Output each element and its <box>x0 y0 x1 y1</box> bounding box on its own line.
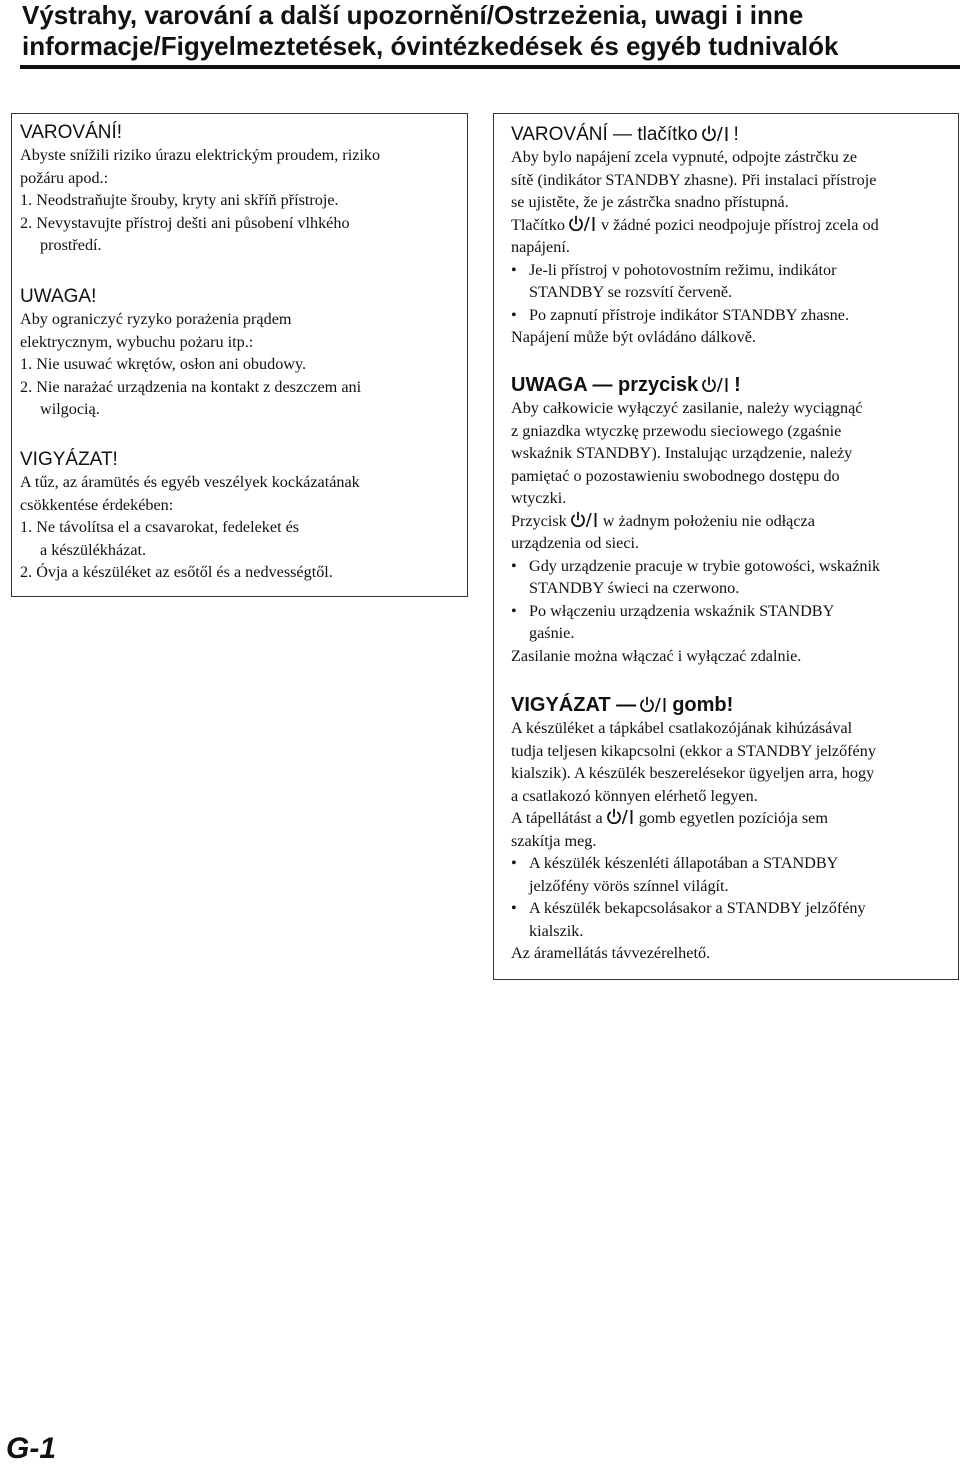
warning-czech <box>20 121 380 257</box>
power-warning-czech-bullet-2-text: Po zapnutí přístroje indikátor STANDBY zhasne. <box>529 305 850 324</box>
warning-polish-intro-line-1: Aby ograniczyć ryzyko porażenia prądem <box>20 310 292 328</box>
power-warning-polish-heading <box>511 374 880 397</box>
power-warning-hungarian-line-5-start: A tápellátást a <box>511 809 603 827</box>
power-warning-czech-line-4-end: v žádné pozici neodpojuje přístroj zcela od <box>600 215 879 234</box>
warning-hungarian-item-1-cont: a készülékházat. <box>40 540 147 559</box>
warning-hungarian-item-2: 2. Óvja a készüléket az esőtől és a nedvességtől. <box>20 563 333 581</box>
power-warning-czech-line-5: napájení. <box>511 238 570 256</box>
power-standby-icon <box>701 125 731 143</box>
power-warning-hungarian-line-5 <box>511 807 876 830</box>
power-warning-hungarian-line-6: szakítja meg. <box>511 831 597 850</box>
power-standby-icon <box>606 808 636 826</box>
warning-polish-item-1: 1. Nie usuwać wkrętów, osłon ani obudowy. <box>20 355 307 373</box>
power-warning-czech-bullet-1-text: Je-li přístroj v pohotovostním režimu, indikátor <box>529 260 837 279</box>
power-warning-hungarian-line-7: Az áramellátás távvezérelhető. <box>511 944 711 962</box>
power-warning-polish-heading-text: UWAGA — przycisk <box>511 374 699 396</box>
power-warning-polish-line-6-end: w żadnym położeniu nie odłącza <box>602 511 815 530</box>
power-warning-hungarian-line-5-end: gomb egyetlen pozíciója sem <box>638 809 828 827</box>
bullet-dot: • <box>511 305 517 324</box>
warning-polish <box>20 285 361 421</box>
power-warning-polish-line-8: Zasilanie można włączać i wyłączać zdalnie. <box>511 646 802 665</box>
power-warning-hungarian-bullet-1-text: A készülék készenléti állapotában a STANDBY <box>529 854 839 872</box>
warning-czech-item-2: 2. Nevystavujte přístroj dešti ani působení vlhkého <box>20 213 350 232</box>
power-standby-icon <box>568 215 598 233</box>
power-warning-hungarian-line-2: tudja teljesen kikapcsolni (ekkor a STANDBY jelzőfény <box>511 741 876 760</box>
power-warning-hungarian-line-4: a csatlakozó könnyen elérhető legyen. <box>511 786 758 805</box>
power-warning-czech-heading-text: VAROVÁNÍ — tlačítko <box>511 124 698 145</box>
power-warning-czech-bullet-2 <box>511 304 879 327</box>
power-warning-polish-heading-end: ! <box>734 374 741 396</box>
power-warning-czech-heading-end: ! <box>733 124 739 145</box>
warning-hungarian-heading: VIGYÁZAT! <box>20 449 118 470</box>
power-warning-czech-bullet-1 <box>511 259 879 282</box>
bullet-dot: • <box>511 556 517 575</box>
warning-czech-item-2-cont: prostředí. <box>40 236 102 254</box>
power-warning-hungarian-heading-end: gomb! <box>672 694 734 716</box>
power-warning-hungarian-line-3: kialszik). A készülék beszerelésekor ügyeljen arra, hogy <box>511 764 875 782</box>
warning-polish-item-2: 2. Nie narażać urządzenia na kontakt z deszczem ani <box>20 377 362 396</box>
warning-hungarian <box>20 448 360 584</box>
bullet-dot: • <box>511 260 517 279</box>
power-warning-hungarian-bullet-1-cont: jelzőfény vörös színnel világít. <box>529 876 729 895</box>
power-warning-hungarian <box>511 694 876 965</box>
power-warning-hungarian-heading <box>511 694 876 717</box>
page-title-line-2: informacje/Figyelmeztetések, óvintézkedések és egyéb tudnivalók <box>22 31 839 61</box>
bullet-dot: • <box>511 601 517 620</box>
power-warning-czech-line-1: Aby bylo napájení zcela vypnuté, odpojte zástrčku ze <box>511 148 858 166</box>
power-warning-polish-bullet-1 <box>511 555 880 578</box>
power-warning-polish-bullet-2-cont: gaśnie. <box>529 624 575 642</box>
page-title-line-1: Výstrahy, varování a další upozornění/Ostrzeżenia, uwagi i inne <box>22 0 804 30</box>
power-standby-icon <box>639 696 669 714</box>
warning-hungarian-item-1: 1. Ne távolítsa el a csavarokat, fedeleket és <box>20 518 300 536</box>
power-warning-hungarian-bullet-2 <box>511 897 876 920</box>
power-warning-polish-line-7: urządzenia od sieci. <box>511 534 640 552</box>
power-standby-icon <box>570 511 600 529</box>
power-warning-polish-line-5: wtyczki. <box>511 489 567 507</box>
power-warning-hungarian-heading-text: VIGYÁZAT — <box>511 694 637 716</box>
power-warning-polish-line-1: Aby całkowicie wyłączyć zasilanie, należy wyciągnąć <box>511 399 863 417</box>
power-warning-polish-bullet-2 <box>511 600 880 623</box>
power-warning-polish-line-6-start: Przycisk <box>511 511 567 530</box>
power-warning-czech <box>511 123 879 349</box>
warning-hungarian-intro-line-1: A tűz, az áramütés és egyéb veszélyek kockázatának <box>20 473 360 491</box>
power-warning-czech-line-4 <box>511 214 879 237</box>
warning-czech-item-1: 1. Neodstraňujte šrouby, kryty ani skříň přístroje. <box>20 191 339 209</box>
power-warning-hungarian-bullet-2-text: A készülék bekapcsolásakor a STANDBY jelzőfény <box>529 899 866 917</box>
title-rule <box>20 65 960 69</box>
power-warning-polish-bullet-2-text: Po włączeniu urządzenia wskaźnik STANDBY <box>529 601 835 620</box>
power-warning-polish-bullet-1-cont: STANDBY świeci na czerwono. <box>529 579 740 597</box>
warning-czech-heading: VAROVÁNÍ! <box>20 122 123 143</box>
page-title <box>22 0 952 62</box>
power-warning-czech-line-2: sítě (indikátor STANDBY zhasne). Při instalaci přístroje <box>511 170 877 189</box>
power-warning-czech-line-6: Napájení může být ovládáno dálkově. <box>511 328 756 346</box>
bullet-dot: • <box>511 899 517 917</box>
power-warning-polish-line-3: wskaźnik STANDBY). Instalując urządzenie, należy <box>511 444 853 462</box>
power-warning-czech-bullet-1-cont: STANDBY se rozsvítí červeně. <box>529 283 733 301</box>
power-warning-czech-line-4-start: Tlačítko <box>511 215 565 234</box>
power-warning-polish <box>511 374 880 667</box>
power-warning-polish-bullet-1-text: Gdy urządzenie pracuje w trybie gotowości, wskaźnik <box>529 556 881 575</box>
warning-hungarian-intro-line-2: csökkentése érdekében: <box>20 495 174 514</box>
power-warning-hungarian-line-1: A készüléket a tápkábel csatlakozójának kihúzásával <box>511 719 853 737</box>
power-warning-czech-line-3: se ujistěte, že je zástrčka snadno přístupná. <box>511 193 789 211</box>
power-warning-hungarian-bullet-2-cont: kialszik. <box>529 921 584 940</box>
power-warning-polish-line-4: pamiętać o pozostawieniu swobodnego dostępu do <box>511 466 840 485</box>
bullet-dot: • <box>511 854 517 872</box>
warning-czech-intro-line-1: Abyste snížili riziko úrazu elektrickým proudem, riziko <box>20 146 381 164</box>
power-standby-icon <box>701 376 731 394</box>
warning-czech-intro-line-2: požáru apod.: <box>20 168 109 187</box>
warning-polish-item-2-cont: wilgocią. <box>40 400 100 418</box>
power-warning-hungarian-bullet-1 <box>511 852 876 875</box>
warning-polish-intro-line-2: elektrycznym, wybuchu pożaru itp.: <box>20 332 254 351</box>
power-warning-polish-line-6 <box>511 510 880 533</box>
power-warning-polish-line-2: z gniazdka wtyczkę przewodu sieciowego (zgaśnie <box>511 421 842 440</box>
power-warning-czech-heading <box>511 123 879 146</box>
page-number: G-1 <box>6 1432 57 1465</box>
warning-polish-heading: UWAGA! <box>20 286 97 307</box>
